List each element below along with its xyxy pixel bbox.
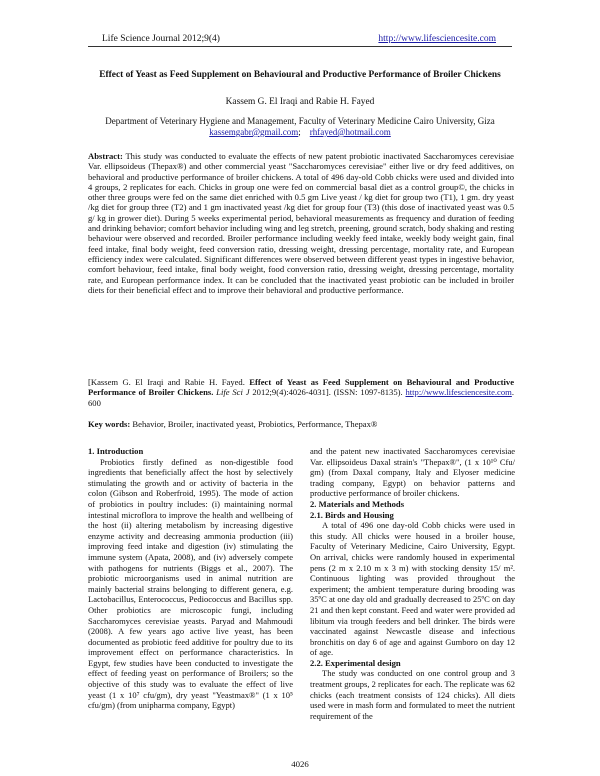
paper-authors: Kassem G. El Iraqi and Rabie H. Fayed	[225, 97, 375, 107]
citation-prefix: [Kassem G. El Iraqi and Rabie H. Fayed.	[88, 377, 245, 387]
experimental-design-heading: 2.2. Experimental design	[310, 657, 401, 668]
abstract-text: This study was conducted to evaluate the effects of new patent probiotic inactivated Saccharomyces cerevisiae Var. ellipsoideus (Thepax®) and other commercial yeast "Saccharomyces cerevisiae" either live or dry feed additives, on behavioral and productive performance of broiler chickens. A total of 496 day-old Cobb chicks were used and divided into 4 groups, 2 replicates for each. Chicks in group one were fed on commercial basal diet as a control group©, the chicks in other three groups were fed on the same diet enriched with 0.5 gm Live yeast / kg diet for group two (T1), 1 gm. dry yeast /kg diet for group three (T2) and 1 gm inactivated yeast /kg diet for group four (T3) (this dose of inactivated yeast was 0.5 g/ kg in grower diet). During 5 weeks experimental period, behavioral measurements as frequency and duration of feeding and drinking behavior; comfort behavior including wing and leg stretch, preening, ground scratch, body shaking and resting behaviour were observed and recorded. Broiler performance including weekly feed intake, weekly body weight gain, final feed intake, final body weight, feed conversion ratio, dressing weight, dressing percentage, mortality rate, and European efficiency index were calculated. Significant differences were observed between different yeast types in ingestive behavior, comfort behaviour, feed intake, final body weight, food conversion ratio, dressing weight, dressing percentage, mortality rate, and European performance index. It can be concluded that the inactivated yeast probiotic can be included in broiler diets for their beneficial effect and to improve their behavioral and productive performance.	[88, 151, 514, 295]
keywords-text: Behavior, Broiler, inactivated yeast, Probiotics, Performance, Thepax®	[132, 419, 378, 429]
abstract	[88, 151, 514, 295]
abstract-label: Abstract:	[88, 151, 123, 161]
citation-url-link[interactable]: http://www.lifesciencesite.com	[405, 387, 512, 398]
citation-suffix: . 600	[88, 387, 514, 408]
introduction-heading: 1. Introduction	[88, 446, 144, 456]
birds-housing-heading: 2.1. Birds and Housing	[310, 509, 394, 520]
introduction-continuation: and the patent new inactivated Saccharomyces cerevisiae Var. ellipsoideus Daxal strain's "Thepax®", (1 x 10¹⁰ Cfu/ gm) (from Daxal company, Italy and Elyoser medicine trading company, Egypt) on behavior patterns and productive performance of broiler chickens.	[310, 446, 515, 499]
methods-heading: 2. Materials and Methods	[310, 498, 405, 509]
introduction-paragraph: Probiotics firstly defined as non-digestible food ingredients that beneficially affect the host by selectively stimulating the growth and or activity of bacteria in the colon (Gibson and Roberfroid, 1995). The mode of action of probiotics in poultry includes: (i) maintaining normal intestinal microflora to improve the health and wellbeing of the host (ii) altering metabolism by increasing digestive enzyme activity and decreasing ammonia production (iii) improving feed intake and digestion (iv) stimulating the immune system (Apata, 2008), and (iv) adversely compete with pathogens for nutrients (Biggs et al., 2007). The probiotic microorganisms used in animal nutrition are mainly bacterial strains belonging to different genera, e.g. Lactobacillus, Enterococcus, Pediococcus and Bacillus spp. Other probiotics are microscopic fungi, including Saccharomyces cerevisiae yeasts. Paryad and Mahmoudi (2008). A few years ago active live yeast, has been documented as probiotic feed additive for poultry due to its improvement effect on performance characteristics. In Egypt, few studies have been conducted to investigate the effect of feeding yeast on performance of Broilers; so the objective of this study was to evaluate the effect of live yeast (1 x 10⁷ cfu/gm), dry yeast "Yeastmax®" (1 x 10⁵ cfu/gm) (from unipharma company, Egypt)	[88, 456, 293, 711]
running-header	[88, 34, 512, 48]
left-column	[88, 446, 293, 711]
email-link-1[interactable]: kassemgabr@gmail.com	[209, 127, 299, 137]
header-rule	[88, 46, 512, 47]
experimental-design-paragraph: The study was conducted on one control group and 3 treatment groups, 2 replicates for each. The replicate was 62 chicks (each treatment consists of 124 chicks). All diets used were in mash form and formulated to meet the nutrient requirement of the	[310, 668, 515, 721]
right-column	[310, 446, 515, 721]
keywords	[88, 419, 514, 429]
keywords-label: Key words:	[88, 419, 131, 429]
citation-details: 2012;9(4):4026-4031]. (ISSN: 1097-8135).	[252, 387, 403, 398]
paper-title: Effect of Yeast as Feed Supplement on Behavioural and Productive Performance of Broiler Chickens	[99, 70, 501, 80]
journal-name: Life Science Journal 2012;9(4)	[102, 34, 220, 44]
citation-journal: Life Sci J	[216, 387, 250, 398]
birds-housing-paragraph: A total of 496 one day-old Cobb chicks were used in this study. All chicks were housed in a broiler house, Faculty of Veterinary Medicine, Cairo University, Egypt. On arrival, chicks were randomly housed in experimental pens (2 m x 2.10 m x 3 m) with stocking density 15/ m². Continuous lighting was provided throughout the experiment; the ambient temperature during brooding was 35ºC at one day old and gradually decreased to 25ºC on day 21 and then kept constant. Feed and water were provided ad libitum via trough feeders and bell drinker. The birds were vaccinated against Newcastle disease and infectious bronchitis on day 6 of age and against Gumboro on day 12 of age.	[310, 520, 515, 658]
affiliation-block	[0, 116, 600, 138]
citation-title: Effect of Yeast as Feed Supplement on Behavioural and Productive Performance of Broiler Chickens.	[88, 377, 515, 398]
page-number: 4026	[291, 759, 309, 769]
email-link-2[interactable]: rhfayed@hotmail.com	[309, 127, 391, 137]
journal-url-link[interactable]: http://www.lifesciencesite.com	[378, 34, 496, 44]
affiliation: Department of Veterinary Hygiene and Management, Faculty of Veterinary Medicine Cairo University, Giza	[105, 116, 495, 126]
citation	[88, 377, 514, 408]
email-line: kassemgabr@gmail.com; rhfayed@hotmail.com	[209, 127, 391, 137]
